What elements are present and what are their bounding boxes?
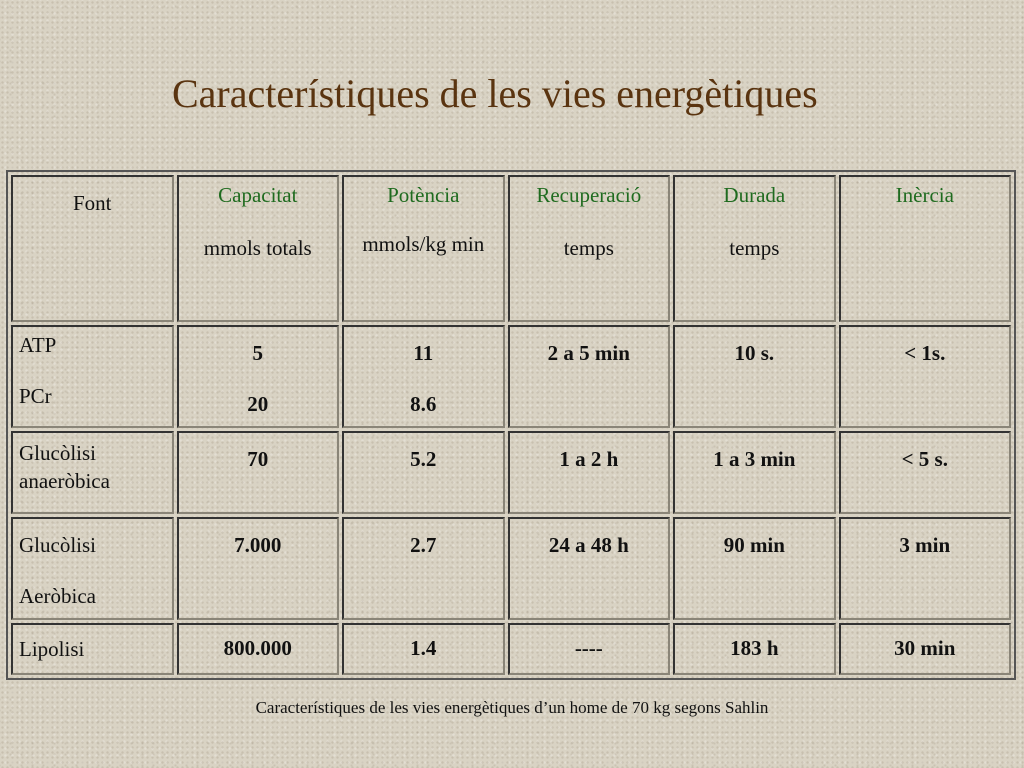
durada-cell: 1 a 3 min xyxy=(673,431,836,514)
source-cell xyxy=(11,325,174,428)
header-capacitat-label: Capacitat xyxy=(218,183,298,207)
potencia-cell: 5.2 xyxy=(342,431,505,514)
header-font-label: Font xyxy=(73,191,112,215)
potencia-cell: 1.4 xyxy=(342,623,505,675)
table-row-glucolisi-aerobica xyxy=(11,517,1011,620)
potencia-cell: 2.7 xyxy=(342,517,505,620)
table-header-row xyxy=(11,175,1011,322)
header-capacitat xyxy=(177,175,340,322)
header-recuperacio-label: Recuperació xyxy=(536,183,642,207)
durada-cell: 90 min xyxy=(673,517,836,620)
header-inercia xyxy=(839,175,1011,322)
inercia-cell: < 5 s. xyxy=(839,431,1011,514)
capacitat-cell: 7.000 xyxy=(177,517,340,620)
inercia-cell: < 1s. xyxy=(839,325,1011,428)
table-row-glucolisi-anaerobica xyxy=(11,431,1011,514)
source-cell xyxy=(11,623,174,675)
header-recuperacio-unit: temps xyxy=(563,236,614,260)
durada-cell: 10 s. xyxy=(673,325,836,428)
header-recuperacio xyxy=(508,175,671,322)
energy-pathways-table xyxy=(6,170,1016,680)
source-atp: ATP xyxy=(19,332,57,357)
source-lipolisi: Lipolisi xyxy=(19,636,85,661)
page-title: Característiques de les vies energètiques xyxy=(172,71,818,116)
capacitat-cell xyxy=(177,325,340,428)
recuperacio-cell: 2 a 5 min xyxy=(508,325,671,428)
header-font xyxy=(11,175,174,322)
source-cell xyxy=(11,517,174,620)
source-glucolisi-anaerobica: Glucòlisi anaeròbica xyxy=(19,441,110,494)
capacitat-cell: 70 xyxy=(177,431,340,514)
potencia-cell xyxy=(342,325,505,428)
durada-cell: 183 h xyxy=(673,623,836,675)
capacitat-pcr: 20 xyxy=(247,391,269,416)
header-durada-label: Durada xyxy=(723,183,786,207)
header-durada xyxy=(673,175,836,322)
table-row-lipolisi xyxy=(11,623,1011,675)
capacitat-cell: 800.000 xyxy=(177,623,340,675)
inercia-cell: 30 min xyxy=(839,623,1011,675)
recuperacio-cell: 1 a 2 h xyxy=(508,431,671,514)
header-potencia-label: Potència xyxy=(387,183,460,207)
inercia-cell: 3 min xyxy=(839,517,1011,620)
source-glucolisi: Glucòlisi xyxy=(19,532,96,557)
header-potencia xyxy=(342,175,505,322)
recuperacio-cell: 24 a 48 h xyxy=(508,517,671,620)
capacitat-atp: 5 xyxy=(252,340,264,365)
table-row-atp-pcr xyxy=(11,325,1011,428)
potencia-atp: 11 xyxy=(413,340,434,365)
header-inercia-label: Inèrcia xyxy=(895,183,954,207)
recuperacio-cell: ---- xyxy=(508,623,671,675)
header-potencia-unit: mmols/kg min xyxy=(362,232,485,256)
table-caption: Característiques de les vies energètiques d’un home de 70 kg segons Sahlin xyxy=(255,698,769,717)
header-capacitat-unit: mmols totals xyxy=(203,236,312,260)
source-pcr: PCr xyxy=(19,383,52,408)
source-cell xyxy=(11,431,174,514)
header-durada-unit: temps xyxy=(729,236,780,260)
potencia-pcr: 8.6 xyxy=(410,391,437,416)
source-aerobica: Aeròbica xyxy=(19,583,96,608)
